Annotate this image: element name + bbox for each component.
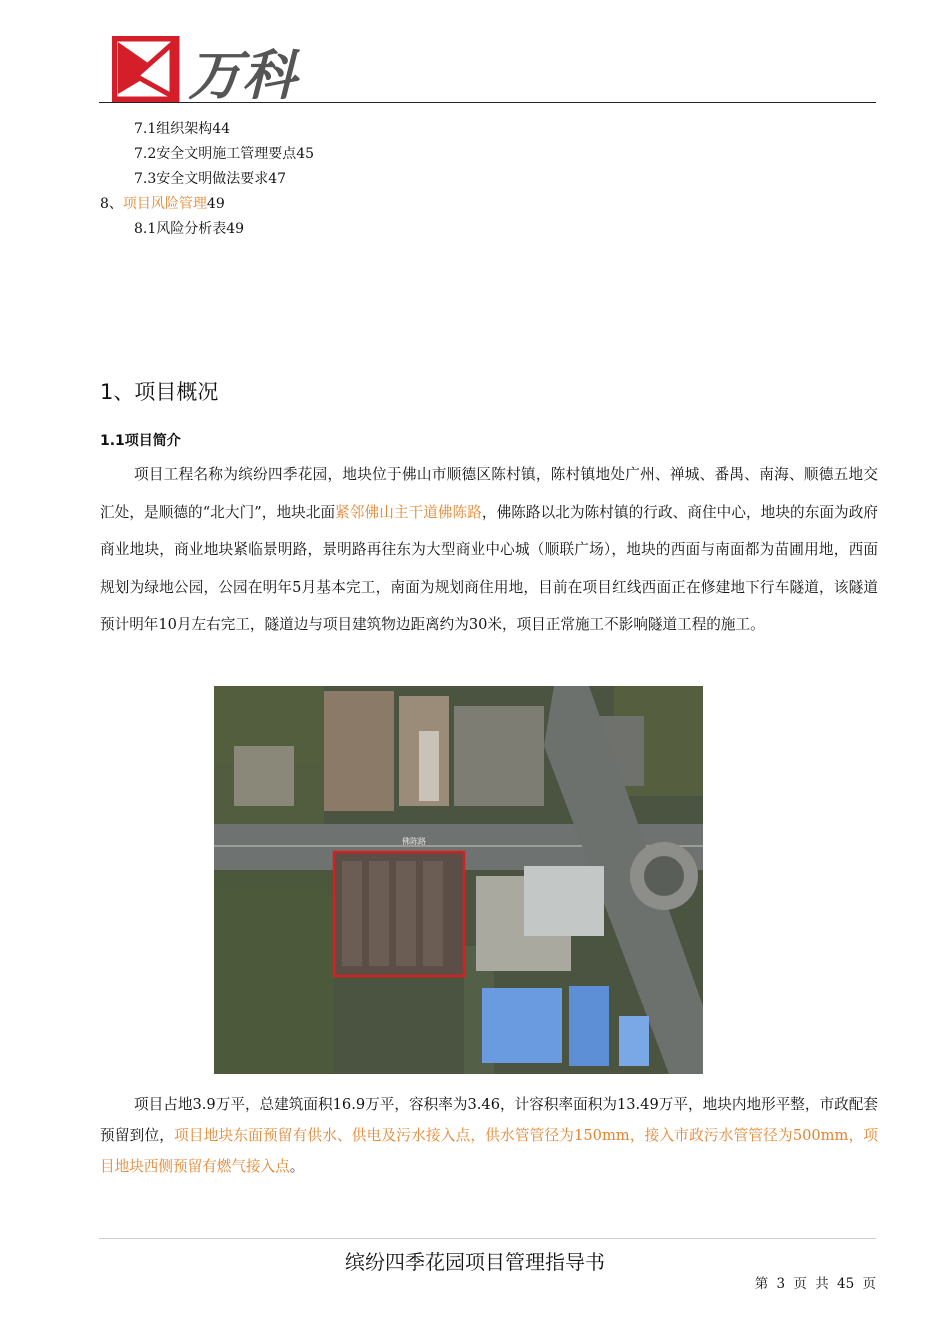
highlight-utilities: 项目地块东面预留有供水、供电及污水接入点，供水管管径为150mm，接入市政污水管管径为500mm，项目地块西侧预留有燃气接入点	[100, 1127, 878, 1175]
site-details-paragraph: 项目占地3.9万平，总建筑面积16.9万平，容积率为3.46，计容积率面积为13.49万平，地块内地形平整，市政配套预留到位，项目地块东面预留有供水、供电及污水接入点，供水管管径为150mm，接入市政污水管管径为500mm，项目地块西侧预留有燃气接入点。	[100, 1096, 878, 1175]
vanke-logo-mark	[114, 38, 176, 100]
section-heading-1-1: 1.1项目简介	[100, 433, 181, 449]
toc-item-8-1[interactable]: 8.1风险分析表49	[134, 221, 245, 237]
toc-item-7-1[interactable]: 7.1组织架构44	[134, 121, 231, 137]
toc-item-8-link[interactable]: 项目风险管理	[122, 196, 207, 212]
site-satellite-map	[214, 686, 703, 1074]
header-rule	[99, 102, 876, 103]
toc-item-8[interactable]: 8、项目风险管理49	[100, 196, 225, 212]
toc-item-7-2[interactable]: 7.2安全文明施工管理要点45	[134, 146, 315, 162]
intro-paragraph: 项目工程名称为缤纷四季花园，地块位于佛山市顺德区陈村镇，陈村镇地处广州、禅城、番禺、南海、顺德五地交汇处，是顺德的“北大门”，地块北面紧邻佛山主干道佛陈路，佛陈路以北为陈村镇的行政、商住中心，地块的东面为政府商业地块，商业地块紧临景明路，景明路再往东为大型商业中心城（顺联广场），地块的西面与南面都为苗圃用地，西面规划为绿地公园，公园在明年5月基本完工，南面为规划商住用地，目前在项目红线西面正在修建地下行车隧道，该隧道预计明年10月左右完工，隧道边与项目建筑物边距离约为30米，项目正常施工不影响隧道工程的施工。	[100, 466, 878, 633]
footer-title: 缤纷四季花园项目管理指导书	[345, 1250, 605, 1274]
section-heading-1: 1、项目概况	[100, 380, 219, 404]
vanke-logo-text: 万科	[188, 44, 296, 102]
table-of-contents	[100, 117, 314, 242]
highlight-road: 紧邻佛山主干道佛陈路	[335, 503, 482, 521]
map-road-label: 佛陈路	[402, 837, 426, 846]
page-number: 第 3 页 共 45 页	[754, 1276, 876, 1292]
vanke-logo	[112, 36, 352, 102]
toc-item-7-3[interactable]: 7.3安全文明做法要求47	[134, 171, 287, 187]
footer-rule	[99, 1238, 876, 1239]
